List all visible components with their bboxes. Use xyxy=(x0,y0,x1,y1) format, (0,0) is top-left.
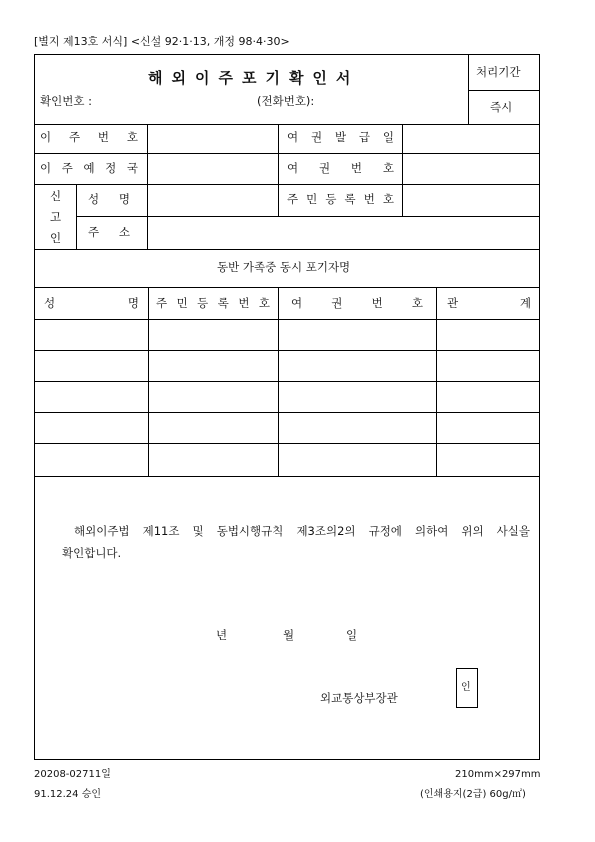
emigration-number-label: 이 주 번 호 xyxy=(40,130,138,144)
table-row[interactable] xyxy=(35,444,540,476)
certification-text-line2: 확인합니다. xyxy=(62,546,122,560)
date-day-label: 일 xyxy=(346,628,358,642)
date-month-label: 월 xyxy=(283,628,295,642)
table-row[interactable] xyxy=(35,351,540,381)
processing-period-value: 즉시 xyxy=(490,100,513,114)
passport-number-label: 여 권 번 호 xyxy=(287,161,394,175)
table-row[interactable] xyxy=(35,382,540,412)
applicant-label-1: 신 xyxy=(50,189,62,203)
column-passport-number: 여 권 번 호 xyxy=(291,296,423,310)
applicant-label-2: 고 xyxy=(50,210,62,224)
column-relationship: 관 계 xyxy=(447,296,531,310)
destination-country-label: 이 주 예 정 국 xyxy=(40,161,138,175)
name-label: 성 명 xyxy=(88,192,130,206)
confirm-number-label: 확인번호 : xyxy=(40,94,92,108)
column-resident-number: 주 민 등 록 번 호 xyxy=(156,296,270,310)
applicant-label-3: 인 xyxy=(50,231,62,245)
signer-title: 외교통상부장관 xyxy=(320,691,398,705)
paper-size: 210mm×297mm xyxy=(455,769,541,780)
table-row[interactable] xyxy=(35,320,540,350)
form-reference: [별지 제13호 서식] <신설 92·1·13, 개정 98·4·30> xyxy=(34,35,290,48)
processing-period-label: 처리기간 xyxy=(476,65,521,79)
form-title: 해외이주포기확인서 xyxy=(148,69,360,87)
approval-date: 91.12.24 승인 xyxy=(34,789,102,800)
address-label: 주 소 xyxy=(88,225,130,239)
paper-spec: (인쇄용지(2급) 60g/㎡) xyxy=(420,789,526,800)
table-row[interactable] xyxy=(35,413,540,443)
date-year-label: 년 xyxy=(216,628,228,642)
phone-label: (전화번호): xyxy=(257,94,315,108)
form-number: 20208-02711일 xyxy=(34,769,111,780)
resident-number-label: 주 민 등 록 번 호 xyxy=(287,192,394,206)
column-name: 성 명 xyxy=(44,296,139,310)
seal-mark: 인 xyxy=(461,682,471,693)
certification-text-line1: 해외이주법 제11조 및 동법시행규칙 제3조의2의 규정에 의하여 위의 사실을 xyxy=(74,524,530,538)
passport-issue-date-label: 여 권 발 급 일 xyxy=(287,130,394,144)
family-section-title: 동반 가족중 동시 포기자명 xyxy=(217,260,351,274)
